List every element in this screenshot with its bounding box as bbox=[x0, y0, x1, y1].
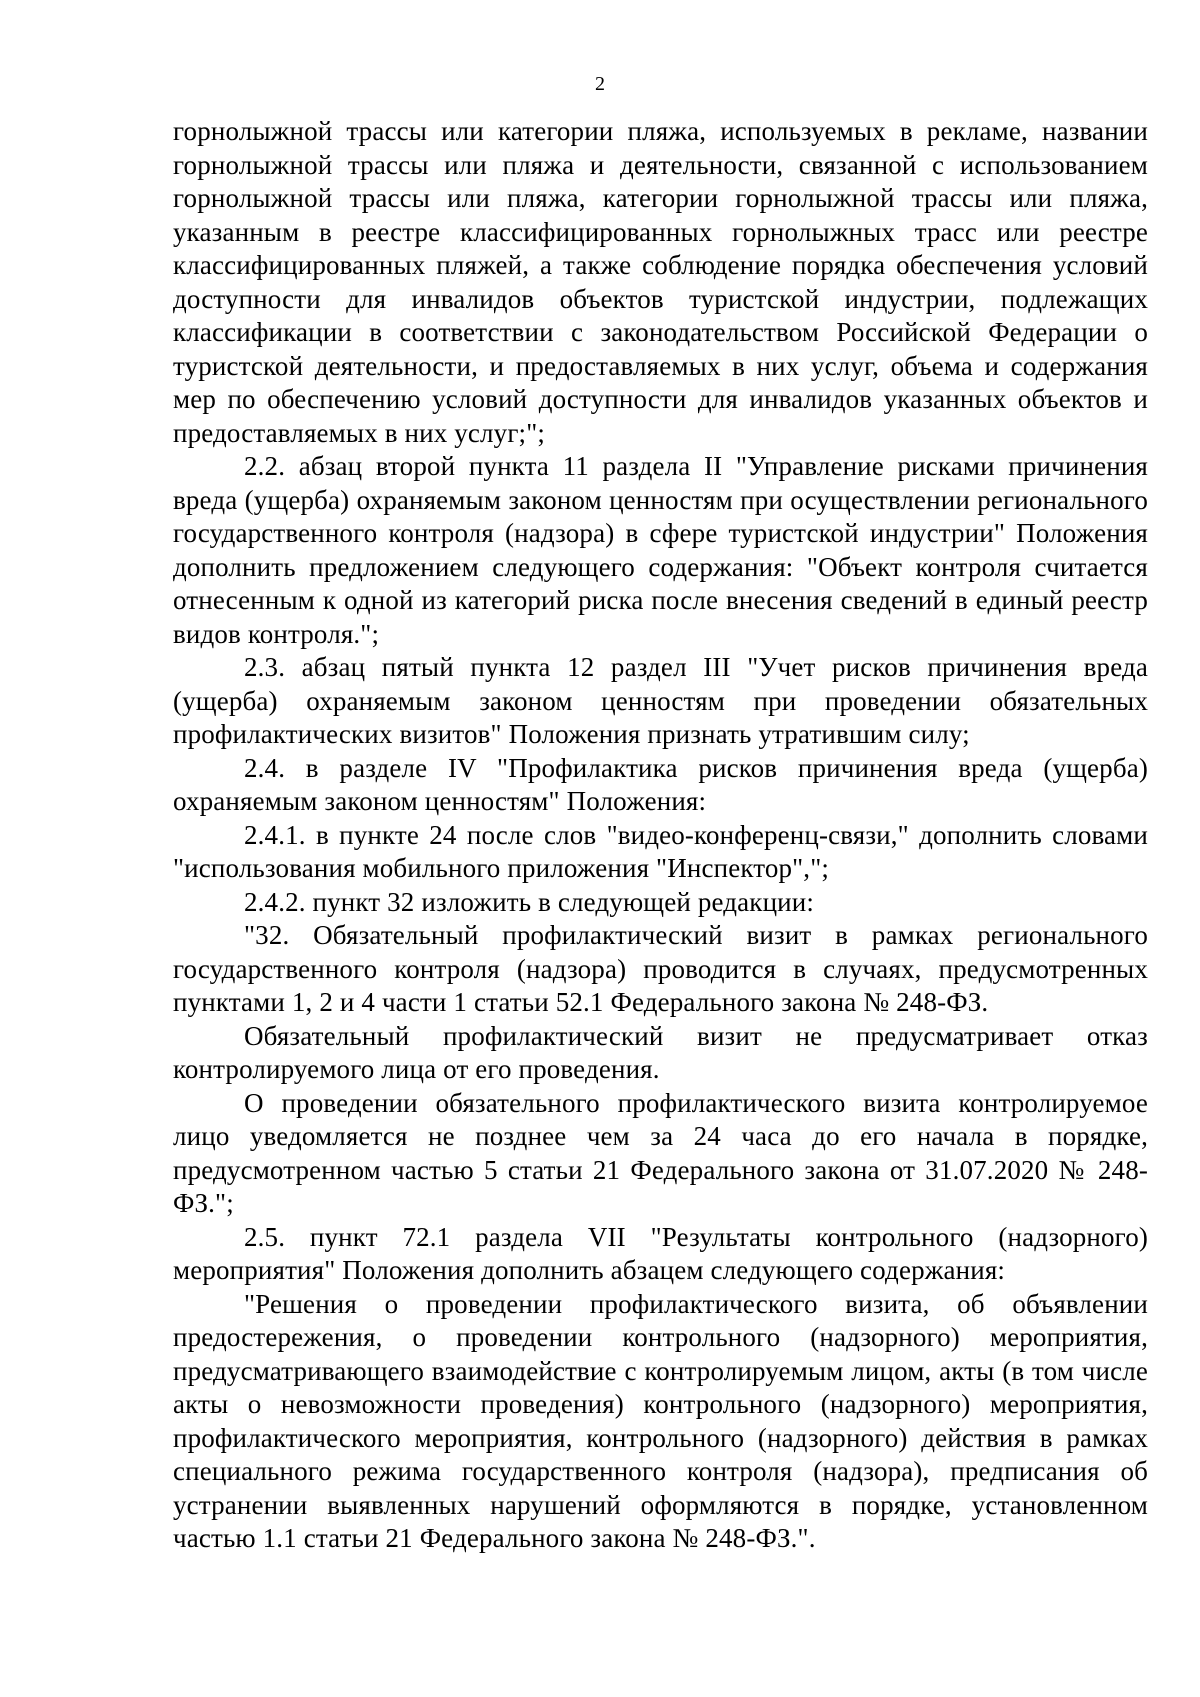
paragraph-2-4-2: 2.4.2. пункт 32 изложить в следующей редакции: bbox=[244, 886, 815, 917]
paragraph-notification: О проведении обязательного профилактического визита контролируемое лицо уведомляется не позднее чем за 24 часа до его начала в порядке, предусмотренном частью 5 статьи 21 Федерального закона от 31.07.2020 № 248-ФЗ."; bbox=[173, 1087, 1148, 1218]
paragraph-2-4-1: 2.4.1. в пункте 24 после слов "видео-конференц-связи," дополнить словами "использования мобильного приложения "Инспектор","; bbox=[173, 819, 1148, 883]
paragraph-point-32: "32. Обязательный профилактический визит в рамках регионального государственного контроля (надзора) проводится в случаях, предусмотренных пунктами 1, 2 и 4 части 1 статьи 52.1 Федерального закона № 248-ФЗ. bbox=[173, 920, 1148, 1017]
paragraph-2-3: 2.3. абзац пятый пункта 12 раздел III "Учет рисков причинения вреда (ущерба) охраняемым законом ценностям при проведении обязательных профилактических визитов" Положения признать утратившим силу; bbox=[173, 652, 1148, 749]
document-body bbox=[173, 115, 1148, 1556]
page-number: 2 bbox=[595, 73, 605, 95]
paragraph-2-5: 2.5. пункт 72.1 раздела VII "Результаты контрольного (надзорного) мероприятия" Положения дополнить абзацем следующего содержания: bbox=[173, 1221, 1148, 1285]
paragraph-continuation: горнолыжной трассы или категории пляжа, используемых в рекламе, названии горнолыжной трассы или пляжа и деятельности, связанной с использованием горнолыжной трассы или пляжа, категории горнолыжной трассы или пляжа, указанным в реестре классифицированных горнолыжных трасс или реестре классифицированных пляжей, а также соблюдение порядка обеспечения условий доступности для инвалидов объектов туристской индустрии, подлежащих классификации в соответствии с законодательством Российской Федерации о туристской деятельности, и предоставляемых в них услуг, объема и содержания мер по обеспечению условий доступности для инвалидов указанных объектов и предоставляемых в них услуг;"; bbox=[173, 116, 1148, 448]
paragraph-2-2: 2.2. абзац второй пункта 11 раздела II "Управление рисками причинения вреда (ущерба) охраняемым законом ценностям при осуществлении регионального государственного контроля (надзора) в сфере туристской индустрии" Положения дополнить предложением следующего содержания: "Объект контроля считается отнесенным к одной из категорий риска после внесения сведений в единый реестр видов контроля."; bbox=[173, 451, 1148, 649]
paragraph-decisions: "Решения о проведении профилактического визита, об объявлении предостережения, о проведении контрольного (надзорного) мероприятия, предусматривающего взаимодействие с контролируемым лицом, акты (в том числе акты о невозможности проведения) контрольного (надзорного) мероприятия, профилактического мероприятия, контрольного (надзорного) действия в рамках специального режима государственного контроля (надзора), предписания об устранении выявленных нарушений оформляются в порядке, установленном частью 1.1 статьи 21 Федерального закона № 248-ФЗ.". bbox=[173, 1288, 1148, 1553]
paragraph-mandatory-visit: Обязательный профилактический визит не предусматривает отказ контролируемого лица от его проведения. bbox=[173, 1020, 1148, 1084]
paragraph-2-4: 2.4. в разделе IV "Профилактика рисков причинения вреда (ущерба) охраняемым законом ценностям" Положения: bbox=[173, 752, 1148, 816]
